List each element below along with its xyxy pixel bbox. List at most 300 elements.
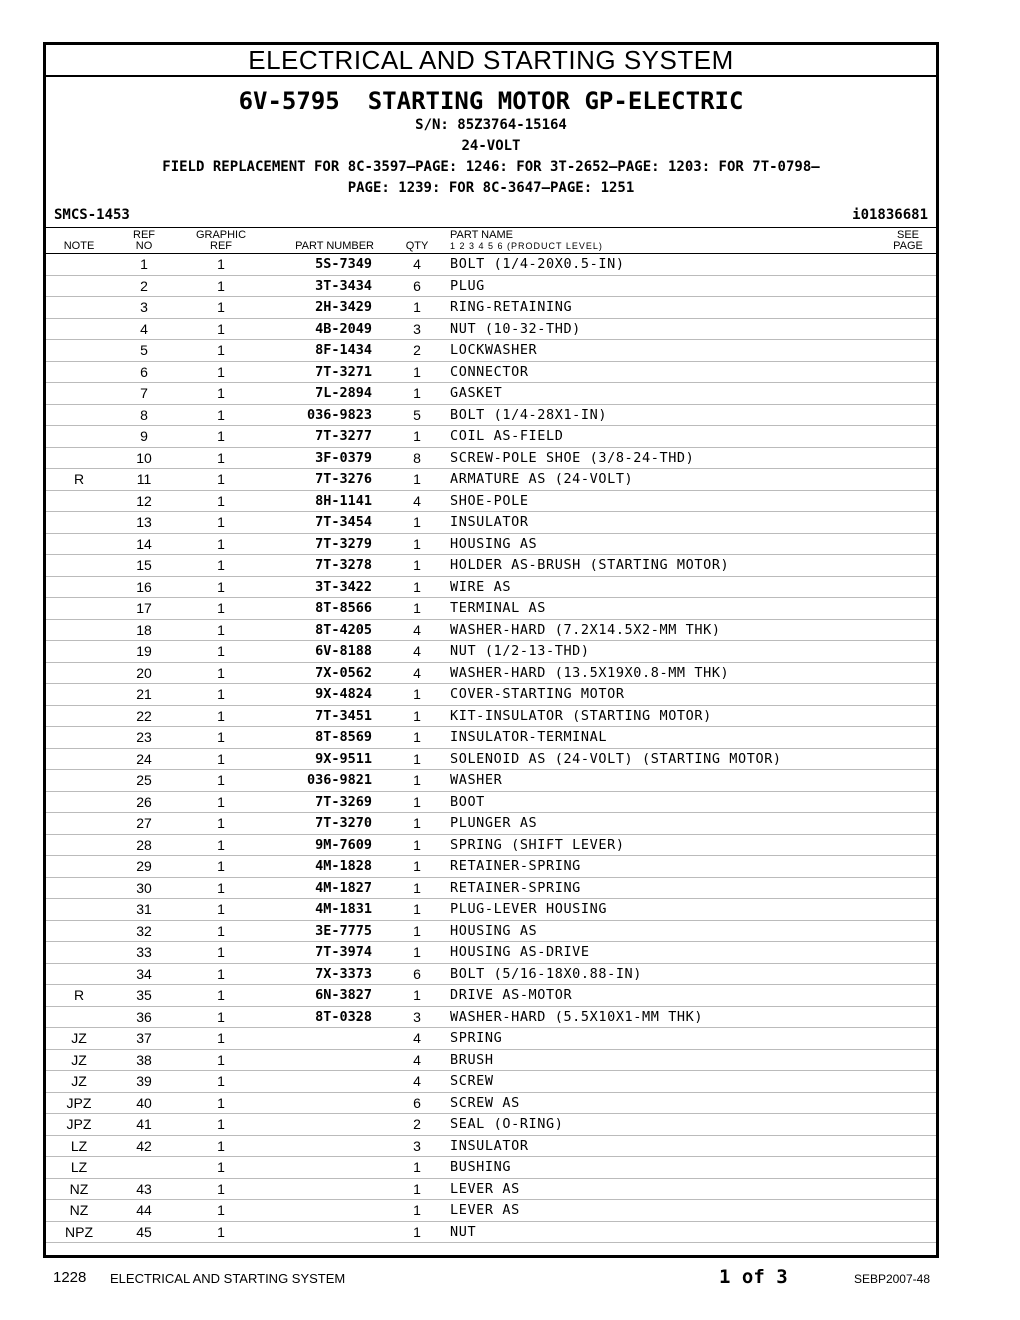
row-part-number: 4M-1828 xyxy=(266,856,390,878)
row-part-number: 8T-4205 xyxy=(266,619,390,641)
row-qty: 1 xyxy=(390,684,444,706)
row-ref-no: 15 xyxy=(112,555,176,577)
row-ref-no: 41 xyxy=(112,1114,176,1136)
table-row xyxy=(46,533,936,555)
row-part-name: PLUG-LEVER HOUSING xyxy=(444,899,880,921)
table-row xyxy=(46,963,936,985)
row-see-page xyxy=(880,469,936,491)
row-see-page xyxy=(880,533,936,555)
row-see-page xyxy=(880,1178,936,1200)
row-ref-no: 36 xyxy=(112,1006,176,1028)
row-part-number: 5S-7349 xyxy=(266,254,390,276)
row-ref-no: 9 xyxy=(112,426,176,448)
table-row xyxy=(46,1092,936,1114)
table-row xyxy=(46,705,936,727)
row-graphic-ref: 1 xyxy=(176,297,266,319)
row-ref-no: 18 xyxy=(112,619,176,641)
row-note xyxy=(46,598,112,620)
row-part-name: SOLENOID AS (24-VOLT) (STARTING MOTOR) xyxy=(444,748,880,770)
row-qty: 1 xyxy=(390,1221,444,1243)
row-ref-no: 22 xyxy=(112,705,176,727)
row-ref-no: 37 xyxy=(112,1028,176,1050)
row-qty: 3 xyxy=(390,318,444,340)
row-ref-no: 6 xyxy=(112,361,176,383)
row-graphic-ref: 1 xyxy=(176,576,266,598)
row-part-name: NUT xyxy=(444,1221,880,1243)
row-ref-no: 43 xyxy=(112,1178,176,1200)
row-graphic-ref: 1 xyxy=(176,426,266,448)
row-part-number: 9X-9511 xyxy=(266,748,390,770)
row-qty: 2 xyxy=(390,1114,444,1136)
row-see-page xyxy=(880,1157,936,1179)
row-ref-no: 33 xyxy=(112,942,176,964)
row-part-number: 3T-3422 xyxy=(266,576,390,598)
row-qty: 1 xyxy=(390,1200,444,1222)
row-qty: 1 xyxy=(390,813,444,835)
row-qty: 1 xyxy=(390,770,444,792)
row-part-name: HOUSING AS xyxy=(444,533,880,555)
row-graphic-ref: 1 xyxy=(176,447,266,469)
row-part-number: 8T-0328 xyxy=(266,1006,390,1028)
row-part-name: BOOT xyxy=(444,791,880,813)
row-graphic-ref: 1 xyxy=(176,254,266,276)
col-qty: QTY xyxy=(390,228,444,254)
row-qty: 4 xyxy=(390,490,444,512)
row-qty: 6 xyxy=(390,1092,444,1114)
row-part-name: BOLT (1/4-28X1-IN) xyxy=(444,404,880,426)
smcs-code: SMCS-1453 xyxy=(54,207,130,223)
row-ref-no: 44 xyxy=(112,1200,176,1222)
row-graphic-ref: 1 xyxy=(176,705,266,727)
row-part-number xyxy=(266,1114,390,1136)
row-qty: 4 xyxy=(390,619,444,641)
row-note xyxy=(46,383,112,405)
row-graphic-ref: 1 xyxy=(176,1049,266,1071)
row-graphic-ref: 1 xyxy=(176,404,266,426)
row-qty: 1 xyxy=(390,555,444,577)
field-replacement-line-2: PAGE: 1239: FOR 8C-3647—PAGE: 1251 xyxy=(347,180,635,196)
row-part-number xyxy=(266,1071,390,1093)
row-see-page xyxy=(880,684,936,706)
row-part-name: HOLDER AS-BRUSH (STARTING MOTOR) xyxy=(444,555,880,577)
row-graphic-ref: 1 xyxy=(176,641,266,663)
row-note xyxy=(46,533,112,555)
row-note xyxy=(46,856,112,878)
document-id: SEBP2007-48 xyxy=(853,1272,930,1286)
row-ref-no: 1 xyxy=(112,254,176,276)
table-row xyxy=(46,361,936,383)
row-graphic-ref: 1 xyxy=(176,877,266,899)
row-part-number: 8F-1434 xyxy=(266,340,390,362)
col-see-page: SEE PAGE xyxy=(880,228,936,254)
table-row xyxy=(46,555,936,577)
row-part-number: 4M-1827 xyxy=(266,877,390,899)
row-qty: 4 xyxy=(390,641,444,663)
row-qty: 1 xyxy=(390,856,444,878)
row-note xyxy=(46,834,112,856)
row-ref-no xyxy=(112,1157,176,1179)
row-part-name: SPRING (SHIFT LEVER) xyxy=(444,834,880,856)
row-graphic-ref: 1 xyxy=(176,340,266,362)
row-ref-no: 27 xyxy=(112,813,176,835)
row-part-name: INSULATOR xyxy=(444,512,880,534)
row-see-page xyxy=(880,490,936,512)
row-ref-no: 16 xyxy=(112,576,176,598)
row-see-page xyxy=(880,1114,936,1136)
row-part-name: RING-RETAINING xyxy=(444,297,880,319)
row-ref-no: 31 xyxy=(112,899,176,921)
row-note: LZ xyxy=(46,1135,112,1157)
col-graphic-ref: GRAPHIC REF xyxy=(176,228,266,254)
row-ref-no: 2 xyxy=(112,275,176,297)
group-header xyxy=(46,87,936,199)
row-graphic-ref: 1 xyxy=(176,856,266,878)
row-note xyxy=(46,727,112,749)
table-row xyxy=(46,318,936,340)
row-ref-no: 10 xyxy=(112,447,176,469)
row-part-name: COVER-STARTING MOTOR xyxy=(444,684,880,706)
row-part-number: 8H-1141 xyxy=(266,490,390,512)
row-note xyxy=(46,662,112,684)
row-ref-no: 7 xyxy=(112,383,176,405)
row-note xyxy=(46,490,112,512)
row-graphic-ref: 1 xyxy=(176,598,266,620)
row-see-page xyxy=(880,641,936,663)
row-see-page xyxy=(880,1200,936,1222)
row-graphic-ref: 1 xyxy=(176,555,266,577)
row-ref-no: 25 xyxy=(112,770,176,792)
row-graphic-ref: 1 xyxy=(176,963,266,985)
table-row xyxy=(46,985,936,1007)
row-part-name: TERMINAL AS xyxy=(444,598,880,620)
row-part-number xyxy=(266,1221,390,1243)
row-note xyxy=(46,576,112,598)
row-see-page xyxy=(880,598,936,620)
row-graphic-ref: 1 xyxy=(176,813,266,835)
row-ref-no: 45 xyxy=(112,1221,176,1243)
row-part-name: BRUSH xyxy=(444,1049,880,1071)
row-graphic-ref: 1 xyxy=(176,770,266,792)
table-row xyxy=(46,254,936,276)
row-note xyxy=(46,404,112,426)
row-qty: 6 xyxy=(390,275,444,297)
row-see-page xyxy=(880,1006,936,1028)
table-row xyxy=(46,748,936,770)
row-graphic-ref: 1 xyxy=(176,512,266,534)
table-row xyxy=(46,684,936,706)
row-ref-no: 29 xyxy=(112,856,176,878)
row-part-number: 6N-3827 xyxy=(266,985,390,1007)
row-note: JPZ xyxy=(46,1092,112,1114)
row-ref-no: 13 xyxy=(112,512,176,534)
row-see-page xyxy=(880,512,936,534)
group-number: 6V-5795 xyxy=(238,87,340,115)
row-part-name: SCREW AS xyxy=(444,1092,880,1114)
row-graphic-ref: 1 xyxy=(176,1071,266,1093)
row-see-page xyxy=(880,877,936,899)
row-ref-no: 17 xyxy=(112,598,176,620)
table-row xyxy=(46,727,936,749)
row-part-name: KIT-INSULATOR (STARTING MOTOR) xyxy=(444,705,880,727)
row-note xyxy=(46,619,112,641)
table-row xyxy=(46,576,936,598)
row-part-name: SEAL (O-RING) xyxy=(444,1114,880,1136)
row-part-name: WIRE AS xyxy=(444,576,880,598)
row-graphic-ref: 1 xyxy=(176,1092,266,1114)
row-part-number xyxy=(266,1092,390,1114)
row-part-name: SCREW xyxy=(444,1071,880,1093)
row-part-number: 036-9823 xyxy=(266,404,390,426)
smcs-row xyxy=(46,205,936,228)
row-part-number: 6V-8188 xyxy=(266,641,390,663)
row-qty: 6 xyxy=(390,963,444,985)
row-ref-no: 11 xyxy=(112,469,176,491)
row-note xyxy=(46,361,112,383)
row-part-number: 3T-3434 xyxy=(266,275,390,297)
row-ref-no: 4 xyxy=(112,318,176,340)
row-graphic-ref: 1 xyxy=(176,942,266,964)
row-part-number xyxy=(266,1135,390,1157)
row-see-page xyxy=(880,727,936,749)
row-part-name: CONNECTOR xyxy=(444,361,880,383)
row-qty: 1 xyxy=(390,705,444,727)
row-part-number xyxy=(266,1157,390,1179)
row-note xyxy=(46,813,112,835)
row-see-page xyxy=(880,340,936,362)
row-qty: 1 xyxy=(390,1178,444,1200)
table-row xyxy=(46,598,936,620)
row-qty: 1 xyxy=(390,533,444,555)
row-see-page xyxy=(880,662,936,684)
row-part-number: 7T-3279 xyxy=(266,533,390,555)
row-ref-no: 38 xyxy=(112,1049,176,1071)
table-row xyxy=(46,942,936,964)
row-graphic-ref: 1 xyxy=(176,318,266,340)
row-ref-no: 30 xyxy=(112,877,176,899)
row-part-number: 7T-3271 xyxy=(266,361,390,383)
row-qty: 1 xyxy=(390,920,444,942)
row-part-number: 7X-3373 xyxy=(266,963,390,985)
row-part-number xyxy=(266,1028,390,1050)
table-row xyxy=(46,1049,936,1071)
table-row xyxy=(46,791,936,813)
row-see-page xyxy=(880,619,936,641)
row-ref-no: 19 xyxy=(112,641,176,663)
row-note xyxy=(46,641,112,663)
table-row xyxy=(46,641,936,663)
table-row xyxy=(46,856,936,878)
row-part-number: 7T-3454 xyxy=(266,512,390,534)
row-note xyxy=(46,963,112,985)
row-graphic-ref: 1 xyxy=(176,985,266,1007)
row-note xyxy=(46,920,112,942)
row-part-name: WASHER xyxy=(444,770,880,792)
row-note xyxy=(46,512,112,534)
row-note xyxy=(46,791,112,813)
table-row xyxy=(46,834,936,856)
row-qty: 1 xyxy=(390,426,444,448)
row-graphic-ref: 1 xyxy=(176,533,266,555)
row-graphic-ref: 1 xyxy=(176,490,266,512)
table-row xyxy=(46,1135,936,1157)
table-row xyxy=(46,512,936,534)
table-row xyxy=(46,1178,936,1200)
row-ref-no: 32 xyxy=(112,920,176,942)
row-graphic-ref: 1 xyxy=(176,469,266,491)
row-see-page xyxy=(880,899,936,921)
group-title xyxy=(46,87,936,115)
row-part-name: INSULATOR xyxy=(444,1135,880,1157)
row-ref-no: 12 xyxy=(112,490,176,512)
row-qty: 1 xyxy=(390,598,444,620)
row-note: JZ xyxy=(46,1028,112,1050)
table-row xyxy=(46,619,936,641)
row-qty: 1 xyxy=(390,383,444,405)
row-graphic-ref: 1 xyxy=(176,1221,266,1243)
footer-section: ELECTRICAL AND STARTING SYSTEM xyxy=(110,1271,346,1286)
row-part-number: 7T-3451 xyxy=(266,705,390,727)
product-levels: 1 2 3 4 5 6 (PRODUCT LEVEL) xyxy=(450,241,603,251)
row-qty: 1 xyxy=(390,1157,444,1179)
row-ref-no: 20 xyxy=(112,662,176,684)
row-qty: 4 xyxy=(390,1049,444,1071)
row-see-page xyxy=(880,1049,936,1071)
row-part-number xyxy=(266,1049,390,1071)
row-see-page xyxy=(880,426,936,448)
row-part-name: SCREW-POLE SHOE (3/8-24-THD) xyxy=(444,447,880,469)
row-qty: 1 xyxy=(390,791,444,813)
table-row xyxy=(46,490,936,512)
row-part-name: PLUG xyxy=(444,275,880,297)
parts-page-frame xyxy=(43,42,939,1258)
row-note: R xyxy=(46,469,112,491)
row-see-page xyxy=(880,447,936,469)
row-ref-no: 21 xyxy=(112,684,176,706)
row-part-name: COIL AS-FIELD xyxy=(444,426,880,448)
row-note xyxy=(46,275,112,297)
col-part-number: PART NUMBER xyxy=(266,228,390,254)
row-note xyxy=(46,447,112,469)
row-note xyxy=(46,426,112,448)
row-part-number: 8T-8569 xyxy=(266,727,390,749)
row-note xyxy=(46,684,112,706)
row-graphic-ref: 1 xyxy=(176,1135,266,1157)
row-see-page xyxy=(880,834,936,856)
row-qty: 4 xyxy=(390,1028,444,1050)
row-part-name: HOUSING AS xyxy=(444,920,880,942)
row-ref-no: 42 xyxy=(112,1135,176,1157)
page-footer xyxy=(0,1266,1020,1290)
row-graphic-ref: 1 xyxy=(176,727,266,749)
row-note: LZ xyxy=(46,1157,112,1179)
row-part-number: 7T-3270 xyxy=(266,813,390,835)
row-note xyxy=(46,899,112,921)
row-qty: 1 xyxy=(390,985,444,1007)
row-part-name: HOUSING AS-DRIVE xyxy=(444,942,880,964)
row-see-page xyxy=(880,1028,936,1050)
row-note: JZ xyxy=(46,1071,112,1093)
illustration-id: i01836681 xyxy=(852,207,928,223)
row-graphic-ref: 1 xyxy=(176,1006,266,1028)
table-row xyxy=(46,920,936,942)
table-row xyxy=(46,1006,936,1028)
col-note: NOTE xyxy=(46,228,112,254)
row-qty: 4 xyxy=(390,254,444,276)
row-qty: 1 xyxy=(390,899,444,921)
table-row xyxy=(46,383,936,405)
row-note: JPZ xyxy=(46,1114,112,1136)
row-see-page xyxy=(880,770,936,792)
row-part-number: 7T-3269 xyxy=(266,791,390,813)
row-graphic-ref: 1 xyxy=(176,899,266,921)
row-part-number xyxy=(266,1178,390,1200)
row-graphic-ref: 1 xyxy=(176,920,266,942)
row-part-number: 2H-3429 xyxy=(266,297,390,319)
row-see-page xyxy=(880,963,936,985)
table-row xyxy=(46,813,936,835)
table-row xyxy=(46,899,936,921)
table-row xyxy=(46,1028,936,1050)
row-see-page xyxy=(880,813,936,835)
row-note xyxy=(46,1006,112,1028)
row-qty: 1 xyxy=(390,877,444,899)
row-see-page xyxy=(880,275,936,297)
row-part-number: 3F-0379 xyxy=(266,447,390,469)
row-note xyxy=(46,555,112,577)
table-row xyxy=(46,662,936,684)
row-see-page xyxy=(880,748,936,770)
row-part-number: 9M-7609 xyxy=(266,834,390,856)
row-note: NPZ xyxy=(46,1221,112,1243)
row-part-number: 7T-3278 xyxy=(266,555,390,577)
row-qty: 4 xyxy=(390,1071,444,1093)
table-header-row xyxy=(46,228,936,254)
sheet-indicator: 1 of 3 xyxy=(719,1266,788,1288)
row-part-name: BOLT (5/16-18X0.88-IN) xyxy=(444,963,880,985)
row-qty: 1 xyxy=(390,512,444,534)
row-part-number xyxy=(266,1200,390,1222)
row-part-number: 9X-4824 xyxy=(266,684,390,706)
row-qty: 3 xyxy=(390,1135,444,1157)
row-graphic-ref: 1 xyxy=(176,1200,266,1222)
row-ref-no: 26 xyxy=(112,791,176,813)
group-name: STARTING MOTOR GP-ELECTRIC xyxy=(367,87,744,115)
row-note xyxy=(46,942,112,964)
row-part-number: 7T-3277 xyxy=(266,426,390,448)
row-part-name: LOCKWASHER xyxy=(444,340,880,362)
row-note: NZ xyxy=(46,1178,112,1200)
table-row xyxy=(46,297,936,319)
row-qty: 1 xyxy=(390,942,444,964)
row-see-page xyxy=(880,318,936,340)
row-part-name: WASHER-HARD (7.2X14.5X2-MM THK) xyxy=(444,619,880,641)
row-ref-no: 24 xyxy=(112,748,176,770)
row-graphic-ref: 1 xyxy=(176,791,266,813)
row-qty: 4 xyxy=(390,662,444,684)
row-qty: 8 xyxy=(390,447,444,469)
table-row xyxy=(46,469,936,491)
row-see-page xyxy=(880,1092,936,1114)
row-part-name: SHOE-POLE xyxy=(444,490,880,512)
row-qty: 5 xyxy=(390,404,444,426)
serial-number: S/N: 85Z3764-15164 xyxy=(415,117,567,133)
table-row xyxy=(46,404,936,426)
table-row xyxy=(46,275,936,297)
row-ref-no: 34 xyxy=(112,963,176,985)
col-ref-no: REF NO xyxy=(112,228,176,254)
field-replacement-line-1: FIELD REPLACEMENT FOR 8C-3597—PAGE: 1246: FOR 3T-2652—PAGE: 1203: FOR 7T-0798— xyxy=(162,159,820,175)
row-part-name: RETAINER-SPRING xyxy=(444,856,880,878)
